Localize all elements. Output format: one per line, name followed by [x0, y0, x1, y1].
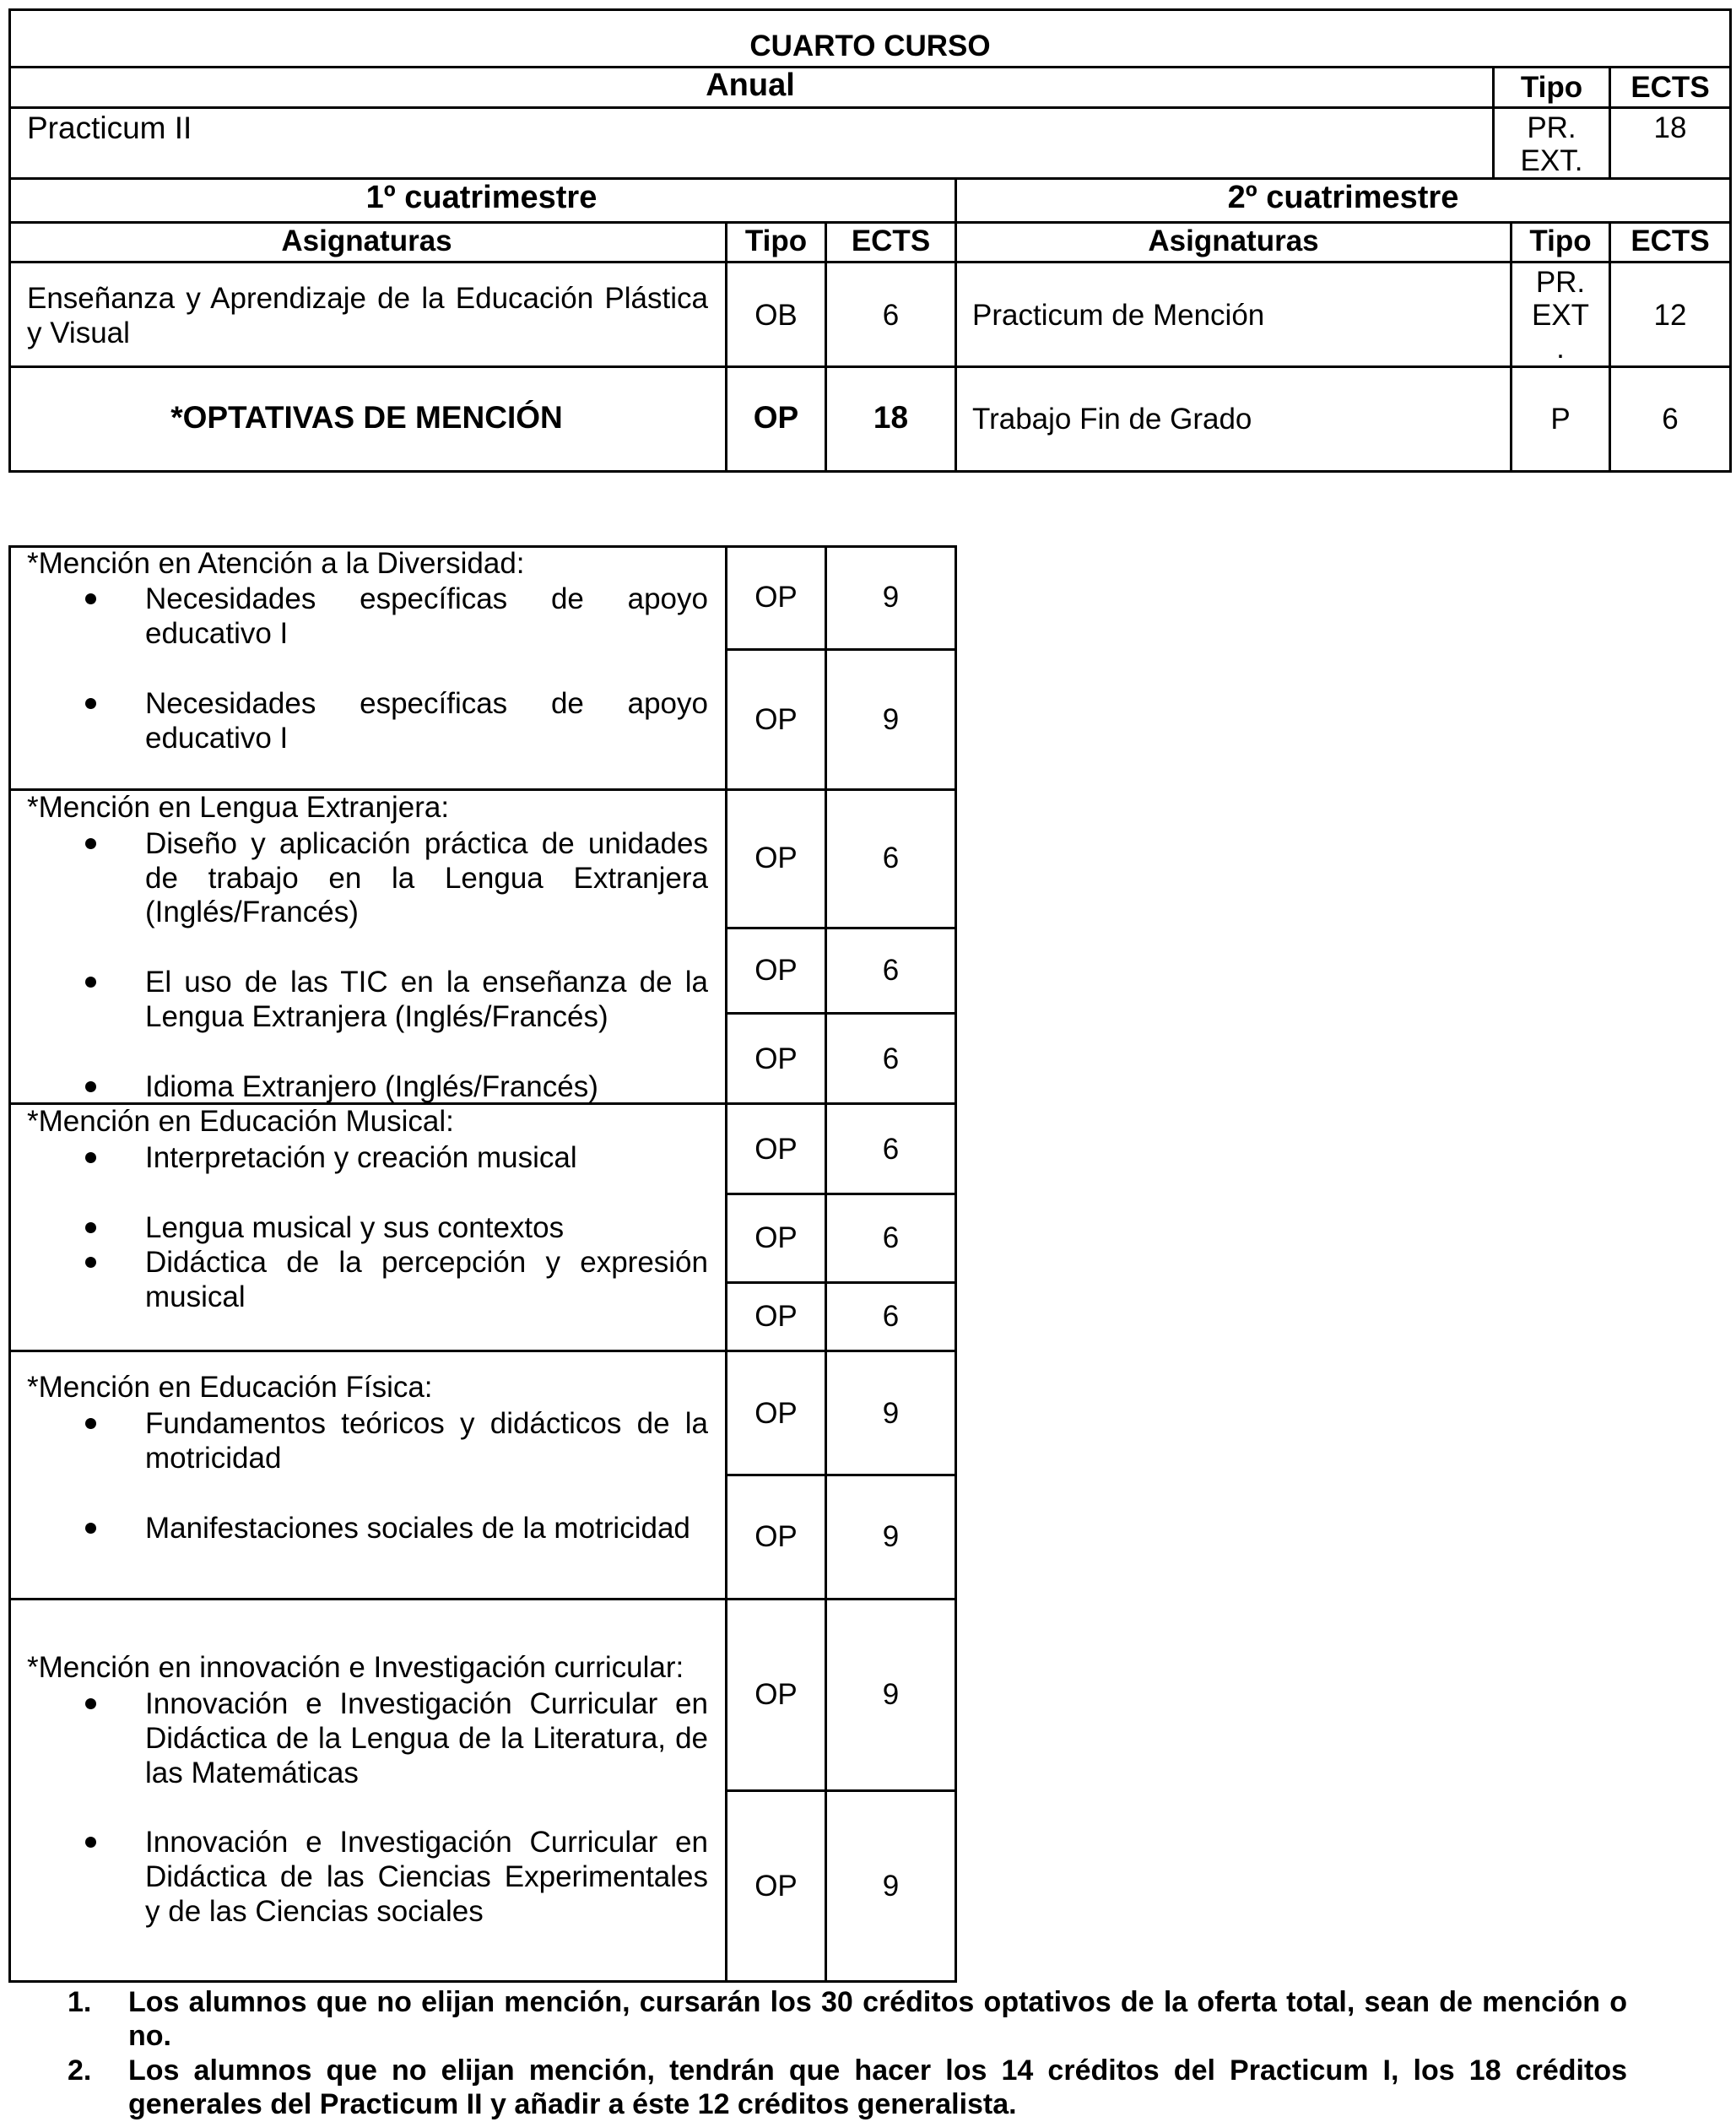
mention-item-line: Didáctica de la Lengua de la Literatura, de	[145, 1722, 708, 1755]
table-border	[725, 927, 957, 929]
mention-item-tipo: OP	[754, 842, 798, 874]
mention-title: *Mención en Atención a la Diversidad:	[27, 547, 525, 580]
mention-item-line: Necesidades específicas de apoyo	[145, 687, 708, 720]
bullet-icon	[85, 1152, 96, 1163]
bullet-icon	[85, 1222, 96, 1233]
mention-item-tipo: OP	[754, 1133, 798, 1166]
mention-item-line: Fundamentos teóricos y didácticos de la	[145, 1407, 708, 1440]
annual-col-ects: ECTS	[1631, 71, 1710, 104]
mention-item-tipo: OP	[754, 703, 798, 736]
mention-item-line: musical	[145, 1280, 246, 1313]
sem2-row1-tipo-line2: EXT	[1531, 299, 1590, 332]
mention-title: *Mención en Educación Física:	[27, 1371, 433, 1404]
mention-item-line: educativo I	[145, 617, 289, 650]
table-border	[8, 177, 1732, 180]
sem1-row2-label: *OPTATIVAS DE MENCIÓN	[170, 400, 563, 435]
mention-item-line: Didáctica de las Ciencias Experimentales	[145, 1860, 708, 1893]
bullet-icon	[85, 1081, 96, 1092]
table-border	[725, 1789, 957, 1792]
sem1-col-tipo: Tipo	[744, 225, 808, 257]
mention-item-tipo: OP	[754, 1042, 798, 1075]
table-border	[725, 1281, 957, 1284]
bullet-icon	[85, 593, 96, 604]
sem2-header: 2º cuatrimestre	[1227, 180, 1459, 215]
mention-item-line: Idioma Extranjero (Inglés/Francés)	[145, 1070, 598, 1103]
mention-item-ects: 9	[882, 703, 900, 736]
sem1-header: 1º cuatrimestre	[365, 180, 598, 215]
sem1-row1-line2: y Visual	[27, 317, 130, 349]
annual-col-tipo: Tipo	[1520, 71, 1583, 104]
course-title: CUARTO CURSO	[749, 30, 991, 62]
mention-item-tipo: OP	[754, 1520, 798, 1553]
table-border	[8, 1350, 957, 1352]
table-border	[825, 545, 827, 1983]
mention-item-tipo: OP	[754, 581, 798, 614]
mention-item-tipo: OP	[754, 1678, 798, 1711]
mention-item-line: Innovación e Investigación Curricular en	[145, 1826, 708, 1859]
mention-item-line: motricidad	[145, 1442, 282, 1475]
note-number: 2.	[68, 2054, 92, 2087]
sem1-row2-tipo: OP	[753, 400, 799, 435]
mention-item-line: Necesidades específicas de apoyo	[145, 582, 708, 615]
bullet-icon	[85, 698, 96, 709]
mention-item-ects: 6	[882, 1300, 900, 1333]
table-border	[725, 648, 957, 651]
mention-title: *Mención en Educación Musical:	[27, 1105, 454, 1138]
mention-item-tipo: OP	[754, 1300, 798, 1333]
table-border	[8, 545, 11, 1983]
mention-item-line: educativo I	[145, 722, 289, 755]
table-border	[8, 1598, 957, 1600]
table-border	[725, 1193, 957, 1195]
note-text: Los alumnos que no elijan mención, cursarán los 30 créditos optativos de la oferta total, sean de mención o no.	[128, 1986, 1627, 2052]
mention-item-line: Innovación e Investigación Curricular en	[145, 1687, 708, 1720]
mention-item-tipo: OP	[754, 1221, 798, 1254]
sem1-row2-ects: 18	[873, 400, 909, 435]
sem1-row1-tipo: OB	[754, 299, 798, 332]
mention-item-line: de trabajo en la Lengua Extranjera	[145, 862, 708, 895]
note-number: 1.	[68, 1986, 92, 2018]
annual-ects: 18	[1653, 111, 1687, 144]
sem1-col-subjects: Asignaturas	[281, 225, 452, 257]
mention-item-ects: 9	[882, 581, 900, 614]
mention-title: *Mención en innovación e Investigación curricular:	[27, 1651, 684, 1684]
mention-item-line: Didáctica de la percepción y expresión	[145, 1246, 708, 1279]
table-border	[8, 470, 1732, 473]
table-border	[725, 1474, 957, 1476]
mention-item-ects: 6	[882, 1042, 900, 1075]
bullet-icon	[85, 1257, 96, 1268]
annual-tipo-line2: EXT.	[1520, 144, 1583, 177]
table-border	[8, 8, 1732, 11]
mention-item-ects: 9	[882, 1870, 900, 1903]
mention-item-line: El uso de las TIC en la enseñanza de la	[145, 966, 708, 999]
sem2-row1-tipo-line1: PR.	[1535, 266, 1586, 299]
mention-item-ects: 6	[882, 1221, 900, 1254]
mention-item-tipo: OP	[754, 1397, 798, 1430]
mention-item-ects: 6	[882, 954, 900, 987]
bullet-icon	[85, 1418, 96, 1429]
mention-item-ects: 6	[882, 842, 900, 874]
sem2-row1-ects: 12	[1653, 299, 1687, 332]
table-border	[8, 261, 1732, 263]
annual-header: Anual	[706, 68, 795, 103]
annual-subject: Practicum II	[27, 111, 192, 145]
bullet-icon	[85, 1698, 96, 1709]
table-border	[725, 1012, 957, 1015]
sem1-col-ects: ECTS	[851, 225, 931, 257]
annual-tipo-line1: PR.	[1527, 111, 1576, 144]
bullet-icon	[85, 838, 96, 849]
mention-item-line: Diseño y aplicación práctica de unidades	[145, 827, 708, 860]
mention-item-line: (Inglés/Francés)	[145, 896, 359, 928]
mention-item-tipo: OP	[754, 954, 798, 987]
sem2-row1-subject: Practicum de Mención	[972, 299, 1265, 332]
sem1-row1-ects: 6	[882, 299, 900, 332]
mention-item-line: y de las Ciencias sociales	[145, 1895, 484, 1928]
note-text: Los alumnos que no elijan mención, tendrán que hacer los 14 créditos del Practicum I, los 18 créditos generales del Practicum II y añadir a éste 12 créditos generalista.	[128, 2054, 1627, 2120]
mention-item-ects: 9	[882, 1520, 900, 1553]
mention-title: *Mención en Lengua Extranjera:	[27, 791, 450, 824]
mention-item-line: Lengua Extranjera (Inglés/Francés)	[145, 1000, 608, 1033]
table-border	[8, 1980, 957, 1983]
sem2-row1-tipo-line3: .	[1556, 332, 1565, 365]
table-border	[825, 221, 827, 473]
mention-item-line: Interpretación y creación musical	[145, 1141, 577, 1174]
table-border	[725, 545, 727, 1983]
sem2-col-tipo: Tipo	[1529, 225, 1592, 257]
sem1-row1-line1: Enseñanza y Aprendizaje de la Educación Plástica	[27, 282, 708, 315]
table-border	[1729, 8, 1732, 473]
table-border	[725, 221, 727, 473]
bullet-icon	[85, 977, 96, 988]
mention-item-tipo: OP	[754, 1870, 798, 1903]
mention-item-ects: 9	[882, 1678, 900, 1711]
sem2-row2-ects: 6	[1662, 403, 1679, 436]
sem2-col-subjects: Asignaturas	[1148, 225, 1319, 257]
mention-item-line: las Matemáticas	[145, 1757, 359, 1789]
table-border	[955, 545, 957, 1983]
table-border	[8, 365, 1732, 368]
table-border	[955, 177, 957, 473]
mention-item-line: Manifestaciones sociales de la motricidad	[145, 1512, 690, 1545]
mention-item-ects: 6	[882, 1133, 900, 1166]
mention-item-line: Lengua musical y sus contextos	[145, 1211, 565, 1244]
sem2-col-ects: ECTS	[1631, 225, 1710, 257]
mention-item-ects: 9	[882, 1397, 900, 1430]
sem2-row2-subject: Trabajo Fin de Grado	[972, 403, 1252, 436]
bullet-icon	[85, 1837, 96, 1848]
bullet-icon	[85, 1523, 96, 1534]
sem2-row2-tipo: P	[1550, 403, 1571, 436]
table-border	[8, 106, 1732, 109]
